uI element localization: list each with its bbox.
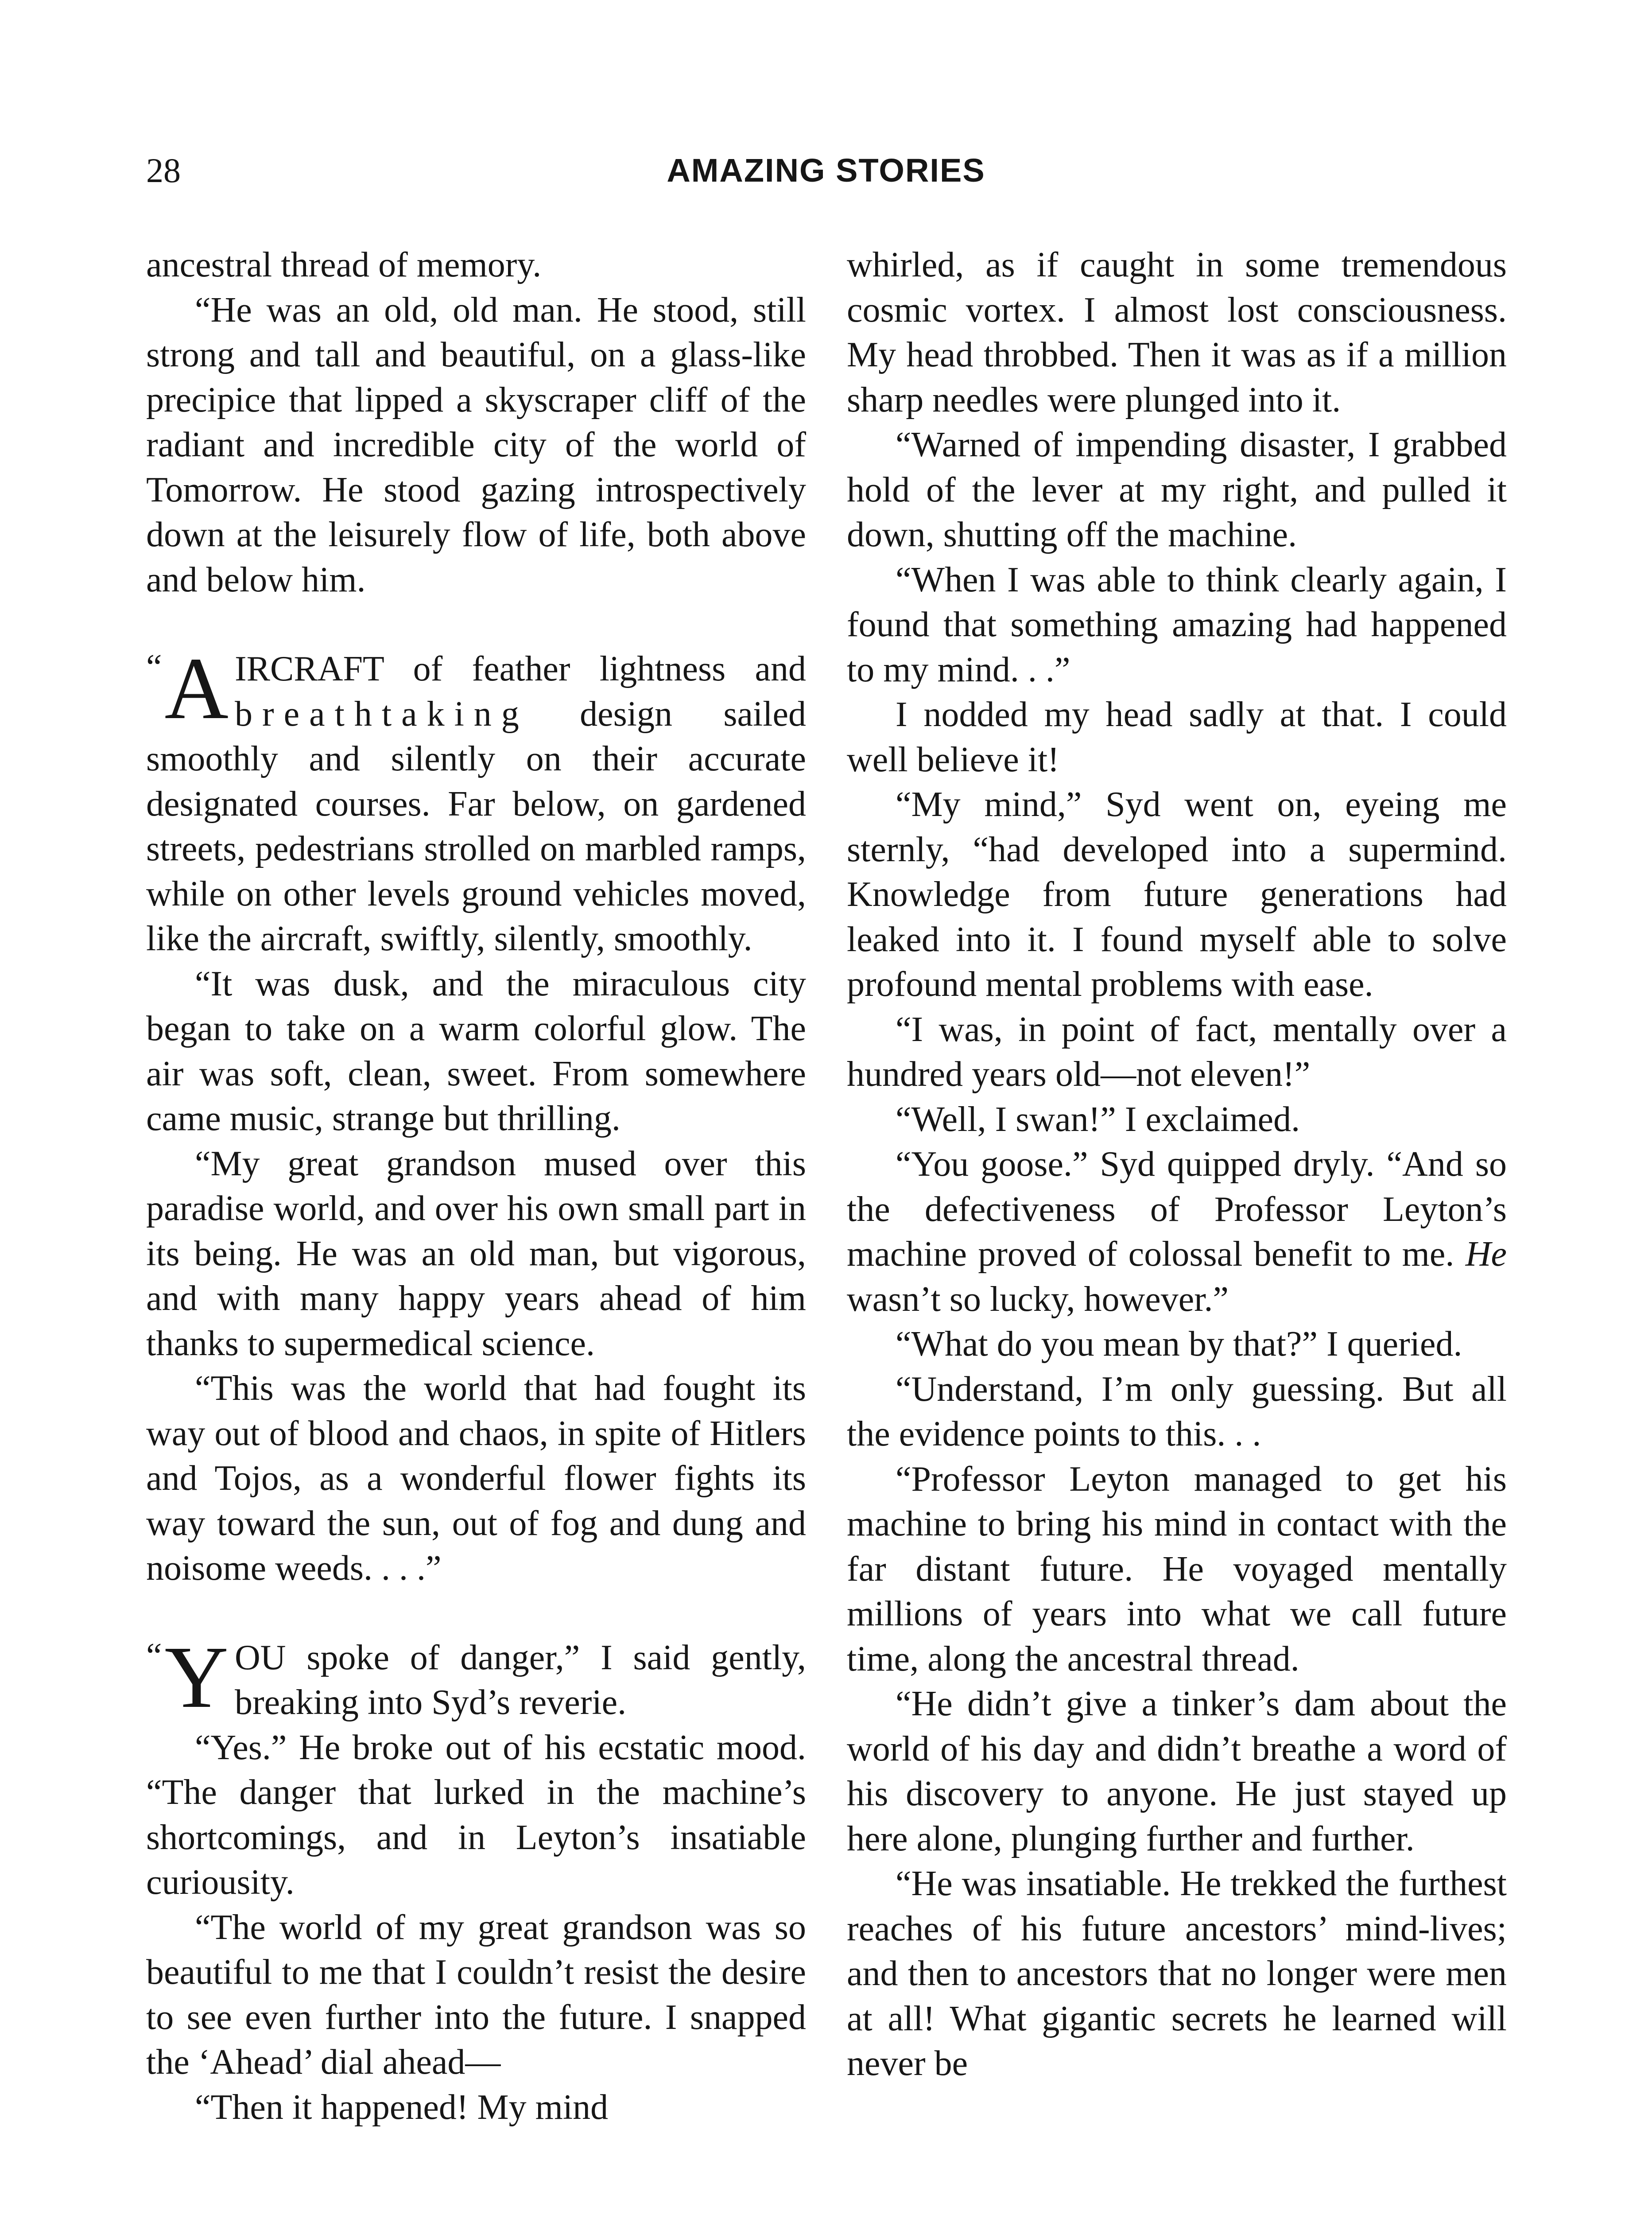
paragraph: “The world of my great grandson was so beautiful to me that I couldn’t resist the desire to see even further into the future. I snapped the ‘Ahead’ dial ahead—: [146, 1908, 806, 2082]
magazine-title: AMAZING STORIES: [667, 152, 985, 189]
paragraph-text: wasn’t so lucky, however.”: [847, 1279, 1229, 1319]
drop-cap-letter: Y: [164, 1628, 229, 1726]
paragraph: “Then it happened! My mind: [195, 2087, 609, 2127]
paragraph: [847, 1142, 1507, 1322]
right-column: [847, 243, 1507, 2087]
drop-quote-mark: “: [146, 648, 162, 687]
paragraph: “This was the world that had fought its way out of blood and chaos, in spite of Hitlers and Tojos, as a wonderful flower fights its way toward the sun, out of fog and dung and noisome weeds. . . .”: [146, 1369, 806, 1588]
paragraph: whirled, as if caught in some tremendous cosmic vortex. I almost lost consciousness. My head throbbed. Then it was as if a million sharp needles were plunged into it.: [847, 245, 1507, 420]
section-paragraph-you: [146, 1628, 806, 1726]
letterspaced-word: breathtaking: [234, 694, 529, 734]
paragraph: “He was an old, old man. He stood, still strong and tall and beautiful, on a glass-like precipice that lipped a skyscraper cliff of the radiant and incredible city of the world of Tomorrow. He stood gazing introspectively down at the leisurely flow of life, both above and below him.: [146, 290, 806, 599]
italic-word: He: [1465, 1235, 1507, 1274]
paragraph-lead: IRCRAFT of feather lightness and: [234, 649, 806, 688]
paragraph: “What do you mean by that?” I queried.: [896, 1325, 1462, 1364]
left-column: [146, 243, 806, 2130]
page-number: 28: [146, 151, 181, 190]
paragraph: “Warned of impending disaster, I grabbed hold of the lever at my right, and pulled it down, shutting off the machine.: [847, 425, 1507, 554]
section-paragraph-aircraft: [146, 640, 806, 962]
paragraph: “He was insatiable. He trekked the furthest reaches of his future ancestors’ mind-lives; and then to ancestors that no longer were men at all! What gigantic secrets he learned will never be: [847, 1864, 1507, 2083]
paragraph: “My mind,” Syd went on, eyeing me sternly, “had developed into a supermind. Knowledge from future generations had leaked into it. I found myself able to solve profound mental problems with ease.: [847, 785, 1507, 1004]
paragraph: “When I was able to think clearly again, I found that something amazing had happened to my mind. . .”: [847, 560, 1507, 689]
paragraph: “Yes.” He broke out of his ecstatic mood. “The danger that lurked in the machine’s shortcomings, and in Leyton’s insatiable curiousity.: [146, 1728, 806, 1902]
paragraph: I nodded my head sadly at that. I could well believe it!: [847, 695, 1507, 779]
paragraph: “Understand, I’m only guessing. But all the evidence points to this. . .: [847, 1369, 1507, 1453]
paragraph-text: OU spoke of danger,” I said gently, breaking into Syd’s reverie.: [234, 1638, 806, 1722]
paragraph: “It was dusk, and the miraculous city began to take on a warm colorful glow. The air was soft, clean, sweet. From somewhere came music, strange but thrilling.: [146, 964, 806, 1138]
paragraph-text: “You goose.” Syd quipped dryly. “And so the defectiveness of Professor Leyton’s machine proved of colossal benefit to me.: [847, 1145, 1507, 1274]
paragraph: “My great grandson mused over this paradise world, and over his own small part in its being. He was an old man, but vigorous, and with many happy years ahead of him thanks to supermedical science.: [146, 1144, 806, 1363]
paragraph: “He didn’t give a tinker’s dam about the world of his day and didn’t breathe a word of his discovery to anyone. He just stayed up here alone, plunging further and further.: [847, 1684, 1507, 1858]
paragraph: “I was, in point of fact, mentally over a hundred years old—not eleven!”: [847, 1010, 1507, 1094]
paragraph: ancestral thread of memory.: [146, 245, 542, 284]
drop-quote-mark: “: [146, 1636, 162, 1675]
drop-cap-letter: A: [164, 640, 229, 738]
paragraph: “Professor Leyton managed to get his machine to bring his mind in contact with the far distant future. He voyaged mentally millions of years into what we call future time, along the ancestral thread.: [847, 1459, 1507, 1679]
paragraph: “Well, I swan!” I exclaimed.: [896, 1100, 1300, 1139]
paragraph-text: design sailed smoothly and silently on their accurate designated courses. Far below, on gardened streets, pedestrians strolled on marbled ramps, while on other levels ground vehicles moved, like the aircraft, swiftly, silently, smoothly.: [146, 694, 806, 958]
